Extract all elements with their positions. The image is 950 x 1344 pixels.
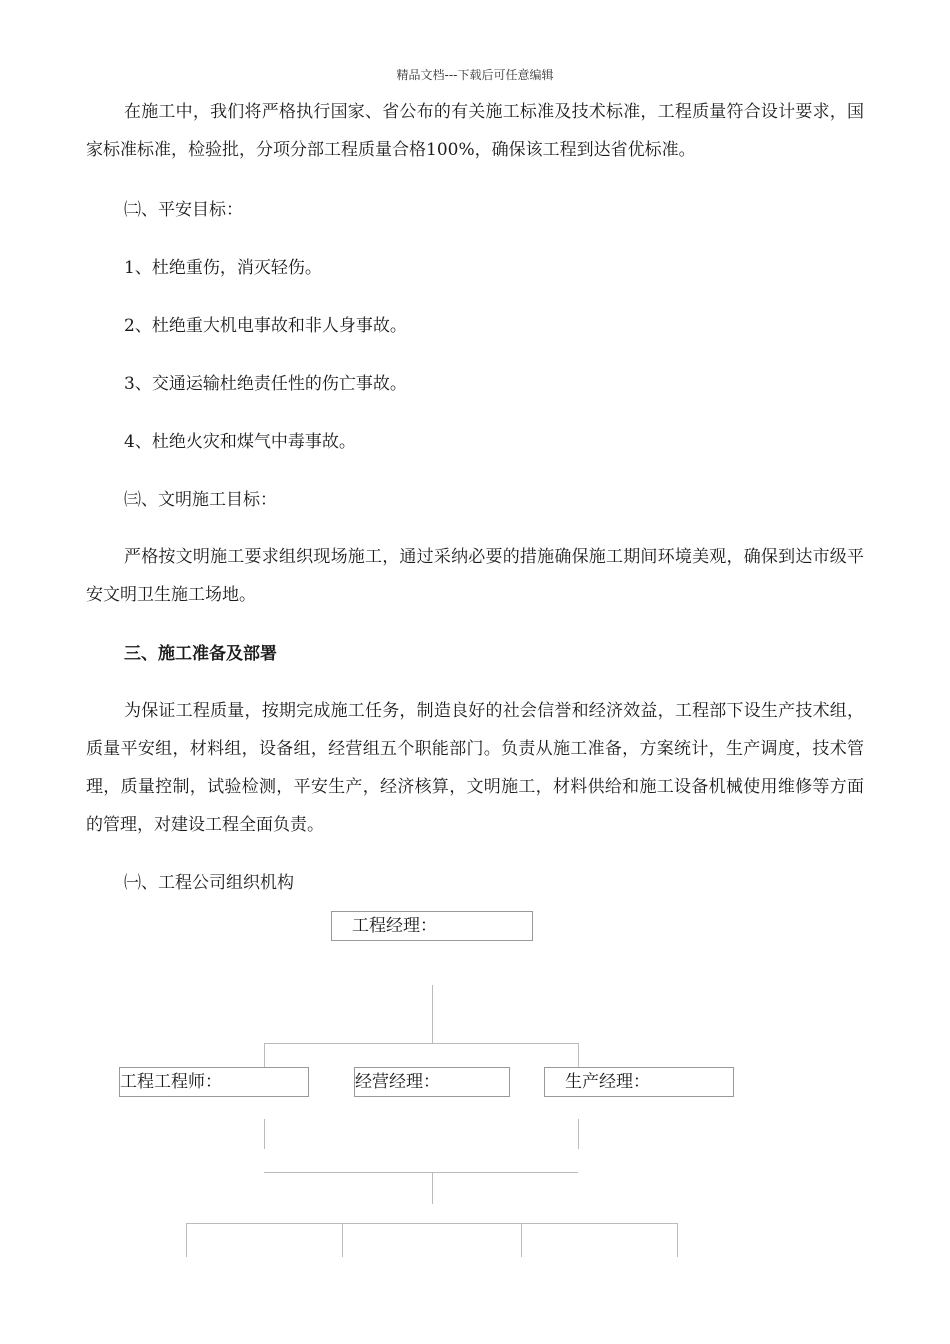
- org-box-business: [354, 1067, 510, 1097]
- safety-item-2: 2、杜绝重大机电事故和非人身事故。: [124, 316, 407, 336]
- org-connector: [342, 1223, 343, 1257]
- org-connector: [264, 1119, 265, 1149]
- org-box-engineer: [119, 1067, 309, 1097]
- safety-goal-title: ㈡、平安目标：: [124, 200, 243, 220]
- preparation-paragraph: 为保证工程质量，按期完成施工任务，制造良好的社会信誉和经济效益，工程部下设生产技术组，质量平安组，材料组，设备组，经营组五个职能部门。负责从施工准备，方案统计，生产调度，技术管理，质量控制，试验检测，平安生产，经济核算，文明施工，材料供给和施工设备机械使用维修等方面的管理，对建设工程全面负责。: [86, 701, 864, 835]
- civil-goal-title: ㈢、文明施工目标：: [124, 490, 277, 510]
- safety-item-1: 1、杜绝重伤，消灭轻伤。: [124, 258, 322, 278]
- org-connector: [432, 985, 433, 1043]
- org-box-manager-label: 工程经理：: [352, 916, 437, 936]
- quality-paragraph: 在施工中，我们将严格执行国家、省公布的有关施工标准及技术标准，工程质量符合设计要求，国家标准标准，检验批，分项分部工程质量合格100%，确保该工程到达省优标准。: [86, 102, 864, 160]
- org-box-business-label: 经营经理：: [355, 1072, 440, 1092]
- org-box-engineer-label: 工程工程师：: [120, 1072, 222, 1092]
- org-box-manager: [331, 911, 533, 941]
- org-connector: [186, 1223, 187, 1257]
- org-connector: [432, 1172, 433, 1204]
- org-connector: [186, 1223, 678, 1224]
- safety-item-3: 3、交通运输杜绝责任性的伤亡事故。: [124, 374, 407, 394]
- org-connector: [521, 1223, 522, 1257]
- safety-item-4: 4、杜绝火灾和煤气中毒事故。: [124, 432, 356, 452]
- org-connector: [677, 1223, 678, 1257]
- org-connector: [264, 1043, 265, 1067]
- org-connector: [264, 1043, 578, 1044]
- section-3-heading: 三、施工准备及部署: [124, 644, 277, 664]
- org-connector: [578, 1043, 579, 1067]
- org-structure-title: ㈠、工程公司组织机构: [124, 873, 294, 893]
- page-header: 精品文档---下载后可任意编辑: [396, 68, 554, 82]
- org-connector: [264, 1172, 578, 1173]
- org-connector: [578, 1119, 579, 1149]
- org-box-production-label: 生产经理：: [565, 1072, 650, 1092]
- org-box-production: [544, 1067, 734, 1097]
- civil-paragraph: 严格按文明施工要求组织现场施工，通过采纳必要的措施确保施工期间环境美观，确保到达市级平安文明卫生施工场地。: [86, 547, 864, 605]
